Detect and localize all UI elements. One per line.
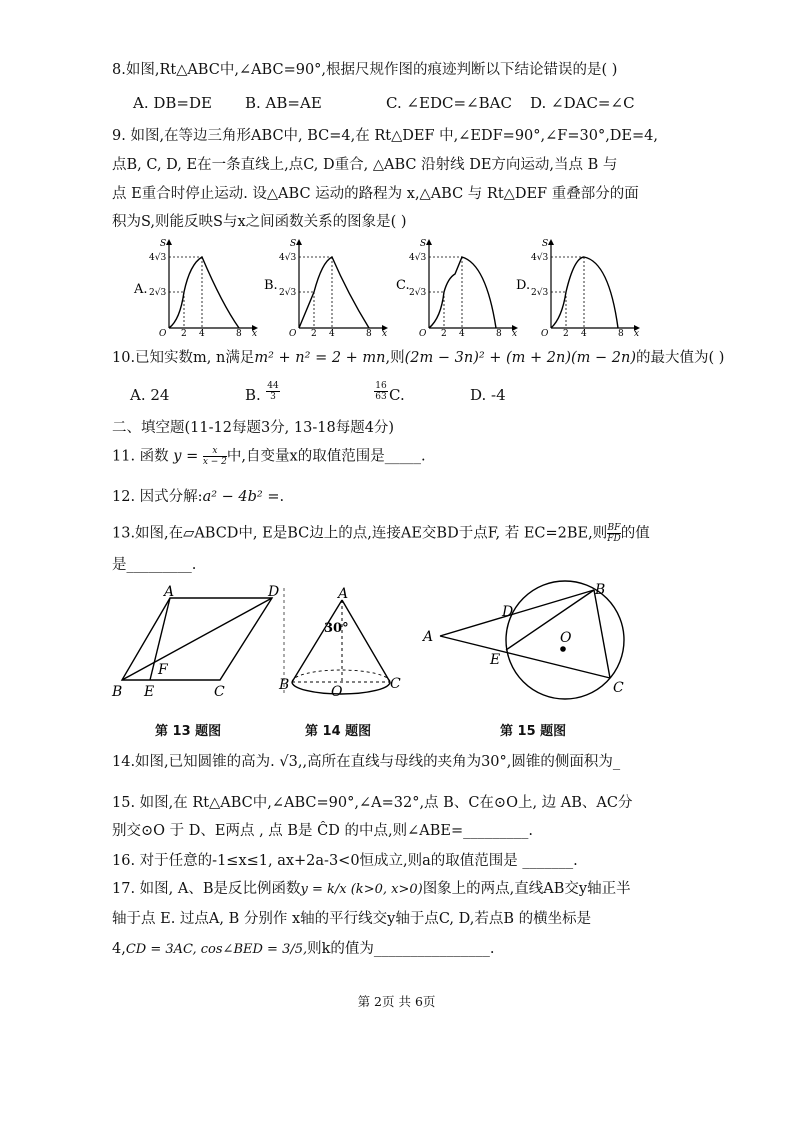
caption-figure-15: 第 15 题图 [500, 724, 567, 739]
q8-stem: 8.如图,Rt△ABC中,∠ABC=90°,根据尺规作图的痕迹判断以下结论错误的是( ) [112, 62, 618, 78]
label-c: C [214, 684, 225, 700]
q10-formula-2: (2m − 3n)² + (m + 2n)(m − 2n) [404, 350, 637, 366]
graph-label: D. [516, 278, 531, 293]
label-d: D [268, 584, 280, 600]
x-tick-2: 2 [181, 329, 187, 338]
q9-line-1: 9. 如图,在等边三角形ABC中, BC=4,在 Rt△DEF 中,∠EDF=90°,∠F=30°,DE=4, [112, 128, 659, 144]
q9-line-4: 积为S,则能反映S与x之间函数关系的图象是( ) [112, 214, 407, 230]
q10-suffix: 的最大值为( ) [636, 350, 725, 366]
q15-line-1: 15. 如图,在 Rt△ABC中,∠ABC=90°,∠A=32°,点 B、C在⊙O上, 边 AB、AC分 [112, 795, 633, 811]
x-tick-8: 8 [366, 329, 372, 338]
q9-line-2: 点B, C, D, E在一条直线上,点C, D重合, △ABC 沿射线 DE方向运动,当点 B 与 [112, 157, 618, 173]
q14: 14.如图,已知圆锥的高为. √3,,高所在直线与母线的夹角为30°,圆锥的侧面积为_ [112, 754, 621, 770]
label-c: C [390, 676, 401, 692]
label-d: D [502, 604, 514, 620]
figure-14-cone [276, 586, 406, 702]
x-tick-2: 2 [441, 329, 447, 338]
q8-option-a: A. DB=DE [133, 94, 212, 112]
graph-label: A. [134, 282, 148, 297]
q13-numerator: BF [607, 523, 621, 533]
curve [551, 257, 618, 328]
figure-15-circle [420, 578, 642, 702]
q16: 16. 对于任意的-1≤x≤1, ax+2a-3<0恒成立,则a的取值范围是 _______. [112, 853, 578, 869]
x-label: x [252, 329, 258, 338]
q8-option-c: C. ∠EDC=∠BAC [386, 94, 512, 112]
segment-bc [594, 590, 610, 678]
label-a: A [164, 584, 175, 600]
q11 [112, 446, 426, 467]
label-c: C [613, 680, 624, 696]
q9-graph-c [392, 234, 522, 338]
curve [169, 257, 239, 328]
q15-line-2: 别交⊙O 于 D、E两点 , 点 B是 ĈD 的中点,则∠ABE=_________. [112, 823, 533, 839]
q17-line3-suffix: 则k的值为________________. [307, 941, 495, 957]
label-e: E [144, 684, 155, 700]
q12-prefix: 12. 因式分解: [112, 489, 203, 505]
q17-line-2: 轴于点 E. 过点A, B 分别作 x轴的平行线交y轴于点C, D,若点B 的横坐标是 [112, 911, 592, 927]
label-a: A [423, 629, 434, 645]
x-label: x [634, 329, 640, 338]
generatrix-ab [292, 600, 342, 682]
caption-figure-14: 第 14 题图 [305, 724, 372, 739]
diagonal-bd [122, 598, 272, 680]
generatrix-ac [342, 600, 390, 682]
label-b: B [279, 677, 290, 693]
q10-c-denominator: 63 [375, 392, 387, 402]
q10-option-d: D. -4 [470, 386, 506, 404]
origin-label: O [541, 329, 549, 338]
q10-option-b-label: B. [245, 386, 261, 404]
label-angle-30: 30° [324, 621, 349, 636]
x-tick-8: 8 [496, 329, 502, 338]
label-o: O [560, 630, 572, 646]
origin-label: O [159, 329, 167, 338]
segment-ac [440, 636, 610, 678]
q9-graph-a [132, 234, 262, 338]
q13-fraction [607, 523, 620, 544]
label-o: O [331, 684, 343, 700]
curve [429, 257, 496, 328]
page-footer: 第 2页 共 6页 [357, 994, 436, 1009]
q10-formula-1: m² + n² = 2 + mn [254, 350, 386, 366]
q12-suffix: . [279, 489, 285, 505]
y-label: S [542, 239, 549, 249]
q17-prefix: 17. 如图, A、B是反比例函数 [112, 881, 301, 897]
x-tick-8: 8 [618, 329, 624, 338]
y-top-label: 4√3 [149, 253, 167, 263]
q11-formula-lhs: y = [173, 448, 199, 465]
q9-graph-b [262, 234, 392, 338]
origin-label: O [419, 329, 427, 338]
q13-denominator: FD [607, 534, 621, 544]
q10-stem [112, 348, 724, 368]
segment-be [506, 590, 594, 650]
q13-line-2: 是_________. [112, 557, 197, 573]
q11-fraction [203, 446, 227, 467]
x-label: x [382, 329, 388, 338]
q8-option-b: B. AB=AE [245, 94, 322, 112]
graph-label: C. [396, 278, 410, 293]
q13-suffix: 的值 [620, 525, 650, 542]
x-tick-2: 2 [311, 329, 317, 338]
q10-option-a: A. 24 [130, 386, 170, 404]
curve [299, 257, 369, 328]
y-label: S [160, 239, 167, 249]
q11-prefix: 11. 函数 [112, 448, 169, 465]
label-f: F [158, 662, 168, 678]
q11-suffix: 中,自变量x的取值范围是_____. [226, 448, 426, 465]
q10-option-b-fraction [266, 381, 280, 402]
x-tick-2: 2 [563, 329, 569, 338]
y-mid-label: 2√3 [279, 288, 297, 298]
caption-figure-13: 第 13 题图 [155, 724, 222, 739]
x-tick-4: 4 [459, 329, 465, 338]
x-tick-4: 4 [581, 329, 587, 338]
origin-label: O [289, 329, 297, 338]
q9-line-3: 点 E重合时停止运动. 设△ABC 运动的路程为 x,△ABC 与 Rt△DEF 重叠部分的面 [112, 186, 639, 202]
q12-formula: a² − 4b² = [202, 489, 280, 505]
q17-line3-prefix: 4, [112, 941, 126, 957]
q11-numerator: x [212, 446, 218, 456]
q10-prefix: 10.已知实数m, n满足 [112, 350, 255, 366]
x-tick-8: 8 [236, 329, 242, 338]
y-mid-label: 2√3 [149, 288, 167, 298]
label-e: E [490, 652, 501, 668]
center-o-dot [560, 646, 566, 652]
label-b: B [112, 684, 123, 700]
x-label: x [512, 329, 518, 338]
y-top-label: 4√3 [409, 253, 427, 263]
q17-formula-1: y = k/x (k>0, x>0) [300, 882, 423, 897]
q17-formula-2: CD = 3AC, cos∠BED = 3/5, [125, 942, 308, 957]
q10-option-c-fraction [374, 381, 388, 402]
q13-line-1 [112, 523, 650, 544]
q17-line-3 [112, 939, 495, 960]
y-top-label: 4√3 [279, 253, 297, 263]
q11-denominator: x − 2 [202, 457, 227, 467]
y-label: S [290, 239, 297, 249]
y-arrow [166, 239, 172, 245]
q8-option-d: D. ∠DAC=∠C [530, 94, 635, 112]
q10-c-numerator: 16 [375, 381, 387, 391]
q12 [112, 487, 284, 507]
y-mid-label: 2√3 [531, 288, 549, 298]
q13-prefix: 13.如图,在▱ABCD中, E是BC边上的点,连接AE交BD于点F, 若 EC=2BE,则 [112, 525, 608, 542]
label-a: A [338, 586, 349, 602]
y-top-label: 4√3 [531, 253, 549, 263]
figure-13-parallelogram [108, 584, 293, 702]
q9-graph-d [514, 234, 644, 338]
y-mid-label: 2√3 [409, 288, 427, 298]
x-tick-4: 4 [199, 329, 205, 338]
q10-option-c-label: C. [389, 386, 405, 404]
label-b: B [595, 582, 606, 598]
q17-line-1 [112, 879, 631, 900]
q17-suffix: 图象上的两点,直线AB交y轴正半 [422, 881, 631, 897]
q10-b-denominator: 3 [266, 391, 280, 402]
base-back-arc [292, 670, 390, 682]
x-tick-4: 4 [329, 329, 335, 338]
q10-mid: ,则 [385, 350, 405, 366]
section-2-heading: 二、填空题(11-12每题3分, 13-18每题4分) [112, 420, 395, 436]
q10-b-numerator: 44 [267, 381, 279, 391]
y-label: S [420, 239, 427, 249]
graph-label: B. [264, 278, 278, 293]
